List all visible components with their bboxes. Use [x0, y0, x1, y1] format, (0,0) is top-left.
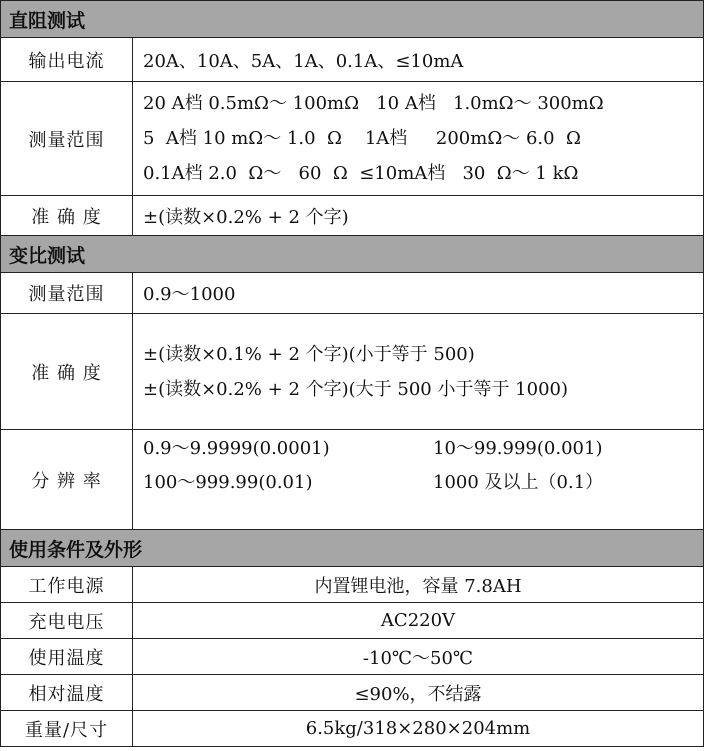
section-title: 变比测试: [1, 236, 704, 273]
resolution-cell: 1000 及以上（0.1）: [433, 472, 604, 493]
row-label: 分 辨 率: [1, 430, 133, 530]
row-value: 0.9～1000: [133, 273, 704, 314]
table-row: [1, 639, 704, 675]
row-label: 使用温度: [1, 639, 133, 675]
table-row: [1, 567, 704, 603]
resolution-cell: 100～999.99(0.01): [143, 472, 313, 493]
section-header-ratio-test: [1, 236, 704, 273]
row-label: 测量范围: [1, 82, 133, 196]
table-row: [1, 82, 704, 196]
row-value: [133, 430, 704, 530]
section-title: 直阻测试: [1, 1, 704, 38]
range-line: 0.1A档 2.0 Ω～ 60 Ω ≤10mA档 30 Ω～ 1 kΩ: [143, 163, 579, 184]
row-value: 内置锂电池，容量 7.8AH: [133, 567, 704, 603]
row-label: 工作电源: [1, 567, 133, 603]
row-value: 20A、10A、5A、1A、0.1A、≤10mA: [133, 38, 704, 82]
table-row: [1, 273, 704, 314]
table-row: [1, 711, 704, 747]
resolution-cell: 10～99.999(0.001): [433, 438, 603, 459]
accuracy-line: ±(读数×0.1% + 2 个字)(小于等于 500): [143, 343, 475, 365]
section-header-conditions: [1, 530, 704, 567]
section-header-dc-resistance: [1, 1, 704, 38]
row-value: [133, 82, 704, 196]
row-value: ≤90%，不结露: [133, 675, 704, 711]
row-value: -10℃～50℃: [133, 639, 704, 675]
table-row: [1, 196, 704, 236]
row-label: 准 确 度: [1, 196, 133, 236]
table-row: [1, 38, 704, 82]
row-value: ±(读数×0.2% + 2 个字): [133, 196, 704, 236]
table-row: [1, 675, 704, 711]
table-row: [1, 603, 704, 639]
row-label: 准 确 度: [1, 314, 133, 430]
table-row: [1, 314, 704, 430]
section-title: 使用条件及外形: [1, 530, 704, 567]
range-line: 20 A档 0.5mΩ～ 100mΩ 10 A档 1.0mΩ～ 300mΩ: [143, 93, 604, 114]
resolution-grid: [143, 432, 703, 500]
row-label: 充电电压: [1, 603, 133, 639]
row-value: 6.5kg/318×280×204mm: [133, 711, 704, 747]
resolution-cell: 0.9～9.9999(0.0001): [143, 438, 330, 459]
range-line: 5 A档 10 mΩ～ 1.0 Ω 1A档 200mΩ～ 6.0 Ω: [143, 128, 581, 149]
row-value: AC220V: [133, 603, 704, 639]
row-label: 测量范围: [1, 273, 133, 314]
row-label: 相对温度: [1, 675, 133, 711]
table-row: [1, 430, 704, 530]
accuracy-line: ±(读数×0.2% + 2 个字)(大于 500 小于等于 1000): [143, 378, 569, 400]
row-label: 重量/尺寸: [1, 711, 133, 747]
row-label: 输出电流: [1, 38, 133, 82]
row-value: [133, 314, 704, 430]
